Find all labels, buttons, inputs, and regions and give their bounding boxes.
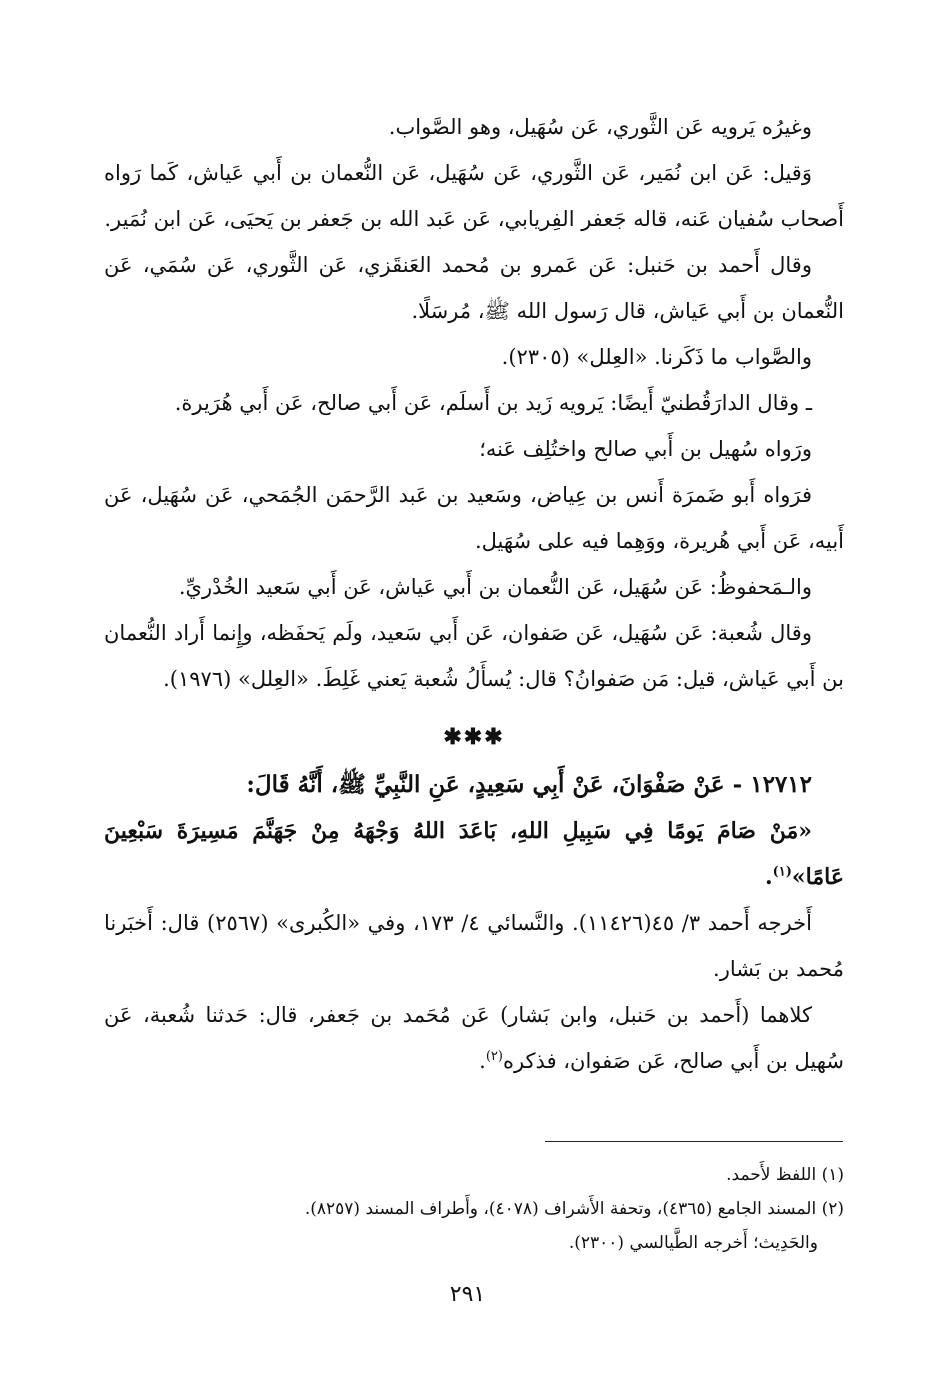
takhrij-paragraph: أَخرجه أَحمد ٣/ ٤٥(١١٤٢٦). والنَّسائي ٤/ ١٧٣، وفي «الكُبرى» (٢٥٦٧) قال: أَخبَرنا مُحمد بن بَشار.	[104, 911, 844, 981]
paragraph: فرَواه أَبو ضَمرَة أَنس بن عِياض، وسَعيد بن عَبد الرَّحمَن الجُمَحي، عَن سُهَيل، عَن أَبيه، عَن أَبي هُريرة، ووَهِما فيه على سُهَيل.	[104, 483, 844, 553]
footnote-2: (٢) المسند الجامع (٤٣٦٥)، وتحفة الأَشراف (٤٠٧٨)، وأَطراف المسند (٨٢٥٧).	[304, 1199, 844, 1219]
takhrij-end: .	[479, 1049, 486, 1073]
hadith-text	[104, 808, 844, 900]
paragraph: وَقيل: عَن ابن نُمَير، عَن الثَّوري، عَن سُهَيل، عَن النُّعمان بن أَبي عَياش، كَما رَواه أَصحاب سُفيان عَنه، قاله جَعفر الفِريابي، عَن عَبد الله بن جَعفر بن يَحيَى، عَن ابن نُمَير.	[104, 161, 844, 231]
hadith-heading: ١٢٧١٢ - عَنْ صَفْوَانَ، عَنْ أَبِي سَعِيدٍ، عَنِ النَّبِيِّ ﷺ، أَنَّهُ قَالَ:	[246, 771, 812, 798]
paragraph: وغيرُه يَرويه عَن الثَّوري، عَن سُهَيل، وهو الصَّواب.	[388, 115, 812, 139]
paragraph: ورَواه سُهيل بن أَبي صالح واختُلِف عَنه؛	[479, 437, 812, 461]
takhrij-paragraph	[104, 992, 844, 1084]
paragraph: ـ وقال الدارَقُطنيّ أَيضًا: يَرويه زَيد بن أَسلَم، عَن أَبي صالح، عَن أَبي هُرَيرة.	[174, 391, 812, 415]
page-number: ٢٩١	[449, 1282, 486, 1307]
footnotes	[104, 1158, 844, 1260]
footnote-divider	[545, 1141, 843, 1142]
hadith-matn: «مَنْ صَامَ يَومًا فِي سَبِيلِ اللهِ، بَاعَدَ اللهُ وَجْهَهُ مِنْ جَهَنَّمَ مَسِيرَةَ سَبْعِينَ عَامًا»	[104, 818, 844, 890]
footnote-2-continuation: والحَدِيث؛ أَخرجه الطَّيالسي (٢٣٠٠).	[568, 1233, 818, 1253]
footnote-ref[interactable]: (١)	[772, 864, 792, 880]
footnote-1: (١) اللفظ لأَحمد.	[726, 1165, 844, 1185]
paragraph: والصَّواب ما ذَكَرنا. «العِلل» (٢٣٠٥).	[501, 345, 812, 369]
paragraph: والـمَحفوظُ: عَن سُهَيل، عَن النُّعمان بن أَبي عَياش، عَن أَبي سَعيد الخُدْريِّ.	[178, 575, 812, 599]
footnote-ref[interactable]: (٢)	[485, 1049, 503, 1064]
main-text	[104, 104, 844, 1084]
section-separator: ✱✱✱	[443, 724, 505, 750]
takhrij-text: كلاهما (أَحمد بن حَنبل، وابن بَشار) عَن مُحَمد بن جَعفر، قال: حَدثنا شُعبة، عَن سُهيل بن أَبي صالح، عَن صَفوان، فذكره	[104, 1003, 844, 1073]
paragraph: وقال شُعبة: عَن سُهَيل، عَن صَفوان، عَن أَبي سَعيد، ولَم يَحفَظه، وإِنما أَراد النُّعمان بن أَبي عَياش، قيل: مَن صَفوانُ؟ قال: يُسأَلُ شُعبة يَعني غَلِطَ. «العِلل» (١٩٧٦).	[104, 621, 844, 691]
hadith-end: .	[764, 864, 773, 890]
paragraph: وقال أَحمد بن حَنبل: عَن عَمرو بن مُحمد العَنقَزي، عَن الثَّوري، عَن سُمَي، عَن النُّعمان بن أَبي عَياش، قال رَسول الله ﷺ، مُرسَلًا.	[104, 253, 844, 323]
